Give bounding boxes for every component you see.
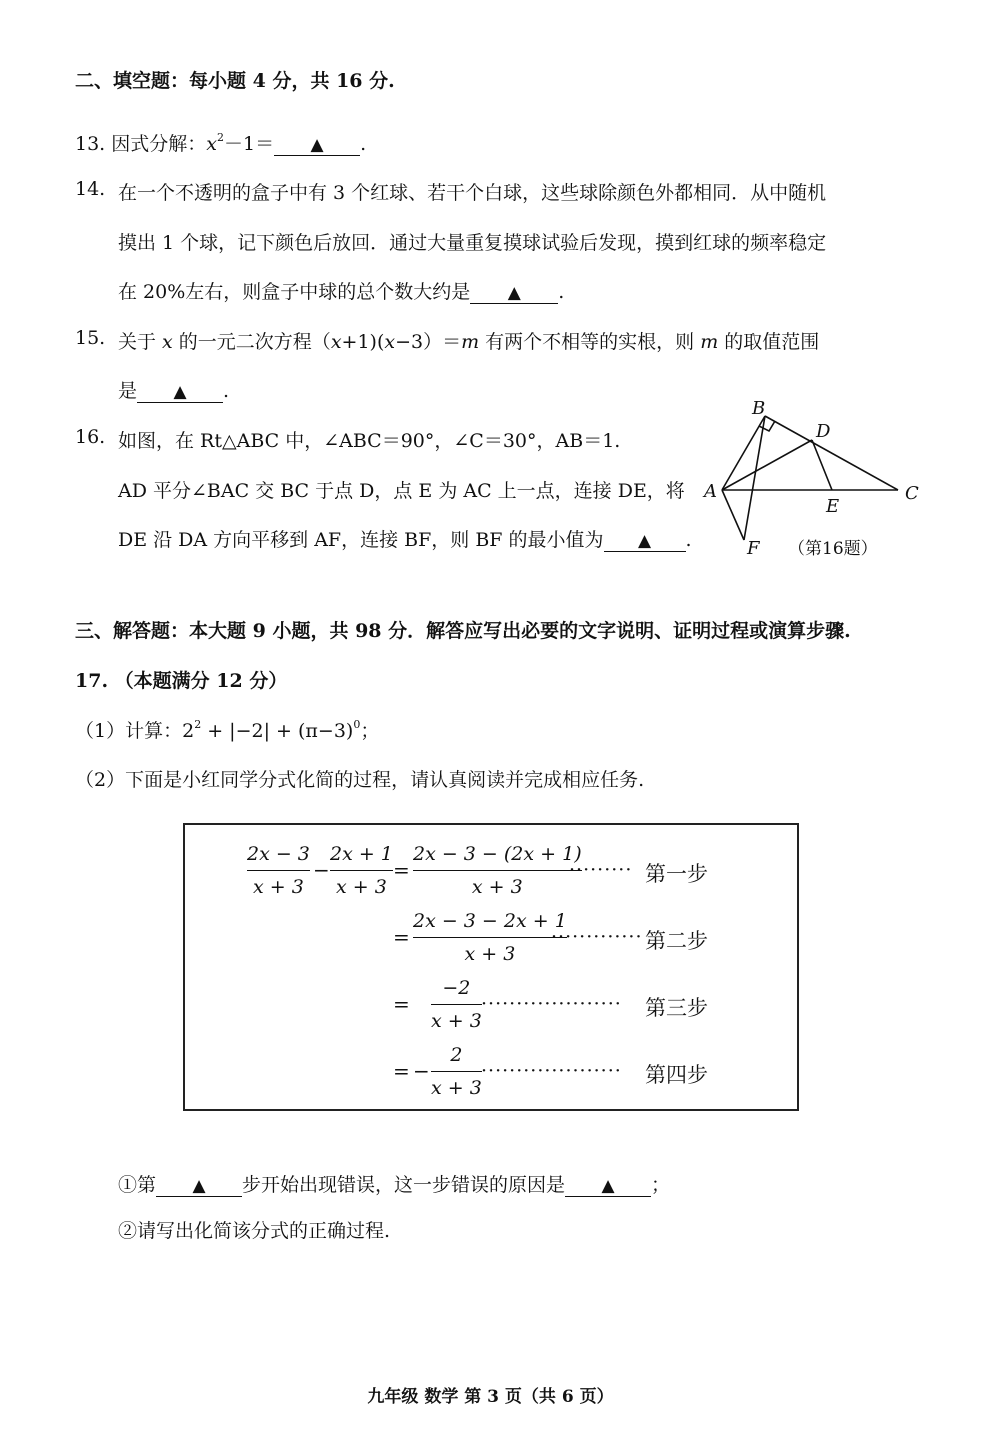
- step-3-fraction: −2 x + 3: [431, 977, 482, 1032]
- triangle-mark: ▲: [637, 531, 652, 551]
- fraction-left-2: 2x + 1 x + 3: [330, 843, 393, 898]
- label-F: F: [747, 538, 760, 559]
- negative-sign: −: [413, 1059, 430, 1083]
- question-14-line-2: 摸出 1 个球，记下颜色后放回．通过大量重复摸球试验后发现，摸到红球的频率稳定: [118, 232, 827, 254]
- answer-blank[interactable]: [604, 530, 686, 552]
- label-B: B: [752, 398, 766, 419]
- leader-dots: ·········: [569, 859, 633, 881]
- triangle-mark: ▲: [173, 382, 187, 402]
- simplification-box: [183, 823, 799, 1111]
- question-number: 13.: [75, 133, 106, 155]
- answer-blank[interactable]: [156, 1175, 242, 1197]
- equals-sign: =: [393, 858, 410, 882]
- answer-blank[interactable]: [137, 381, 223, 403]
- answer-blank[interactable]: [565, 1175, 651, 1197]
- question-13: 13. 因式分解：$x^2-1=$ ▲ .: [75, 131, 367, 155]
- leader-dots: ····················: [481, 993, 622, 1015]
- leader-dots: ····················: [481, 1060, 622, 1082]
- question-17-part-1: （1）计算：$2^2 + |-2| + (\pi-3)^0$；: [75, 718, 380, 742]
- step-3-label: 第三步: [645, 996, 708, 1020]
- triangle-mark: ▲: [192, 1176, 206, 1196]
- question-16-line-3: DE 沿 DA 方向平移到 AF，连接 BF，则 BF 的最小值为 ▲ .: [118, 529, 692, 551]
- step-4-label: 第四步: [645, 1063, 708, 1087]
- task-1: ①第 ▲ 步开始出现错误，这一步错误的原因是 ▲ ；: [118, 1174, 671, 1196]
- triangle-mark: ▲: [310, 135, 324, 155]
- question-14-line-1: 在一个不透明的盒子中有 3 个红球、若干个白球，这些球除颜色外都相同．从中随机: [118, 182, 827, 204]
- question-14-number: 14.: [75, 178, 106, 200]
- label-C: C: [905, 483, 919, 504]
- figure-caption: （第16题）: [788, 539, 878, 559]
- equals-sign: =: [393, 1059, 410, 1083]
- triangle-mark: ▲: [507, 283, 521, 303]
- label-E: E: [826, 496, 840, 517]
- geometry-figure: [700, 392, 930, 564]
- minus-sign: −: [313, 858, 330, 882]
- label-D: D: [816, 421, 831, 442]
- section-2-title: 二、填空题：每小题 4 分，共 16 分.: [75, 70, 395, 92]
- label-A: A: [704, 481, 717, 502]
- step-4-fraction: 2 x + 3: [431, 1044, 482, 1099]
- step-1-fraction: 2x − 3 − (2x + 1) x + 3: [413, 843, 582, 898]
- fraction-left-1: 2x − 3 x + 3: [247, 843, 310, 898]
- question-16-line-2: AD 平分∠BAC 交 BC 于点 D，点 E 为 AC 上一点，连接 DE，将: [118, 480, 685, 502]
- question-15-line-1: 关于 x 的一元二次方程（x+1)(x−3）＝m 有两个不相等的实根，则 m 的取值范围: [118, 331, 820, 353]
- leader-dots: ·············: [551, 926, 643, 948]
- step-2-label: 第二步: [645, 929, 708, 953]
- answer-blank[interactable]: [470, 282, 558, 304]
- segment-AD: [722, 440, 812, 490]
- task-2: ②请写出化简该分式的正确过程.: [118, 1220, 391, 1242]
- question-15-number: 15.: [75, 327, 106, 349]
- question-17-header: 17. （本题满分 12 分）: [75, 670, 288, 692]
- segment-AF: [722, 490, 744, 540]
- question-text: 因式分解：: [111, 133, 207, 155]
- question-17-part-2: （2）下面是小红同学分式化简的过程，请认真阅读并完成相应任务.: [75, 769, 645, 791]
- page-footer: 九年级 数学 第 3 页（共 6 页）: [367, 1387, 614, 1407]
- section-3-title: 三、解答题：本大题 9 小题，共 98 分．解答应写出必要的文字说明、证明过程或演算步骤.: [75, 620, 851, 642]
- answer-blank[interactable]: [274, 134, 360, 156]
- triangle-mark: ▲: [601, 1176, 615, 1196]
- question-16-line-1: 如图，在 Rt△ABC 中，∠ABC＝90°，∠C＝30°，AB＝1.: [118, 430, 621, 452]
- equals-sign: =: [393, 992, 410, 1016]
- segment-BC: [765, 416, 898, 490]
- question-14-line-3: 在 20%左右，则盒子中球的总个数大约是 ▲ .: [118, 281, 565, 303]
- equals-sign: =: [393, 925, 410, 949]
- step-1-label: 第一步: [645, 862, 708, 886]
- question-16-number: 16.: [75, 426, 106, 448]
- step-2-fraction: 2x − 3 − 2x + 1 x + 3: [413, 910, 567, 965]
- question-15-line-2: 是 ▲ .: [118, 380, 230, 402]
